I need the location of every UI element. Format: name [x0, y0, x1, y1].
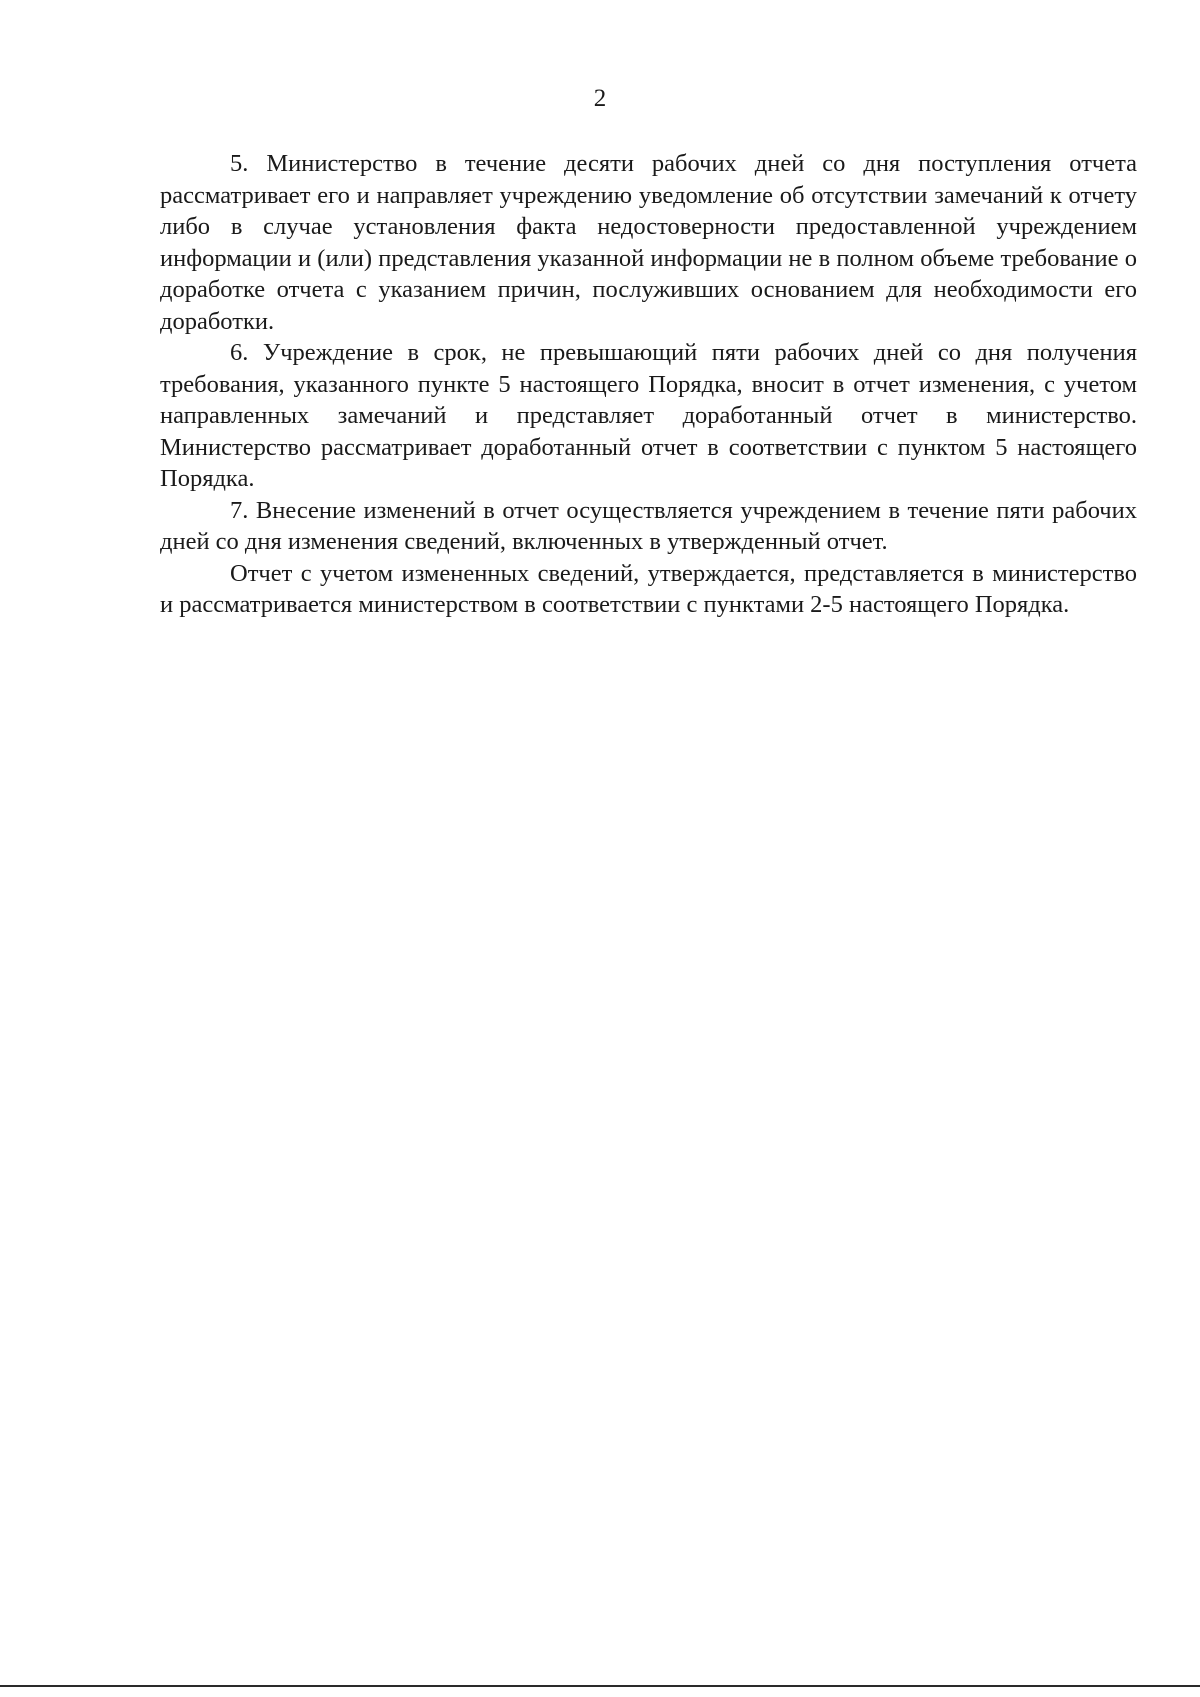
page-number: 2	[593, 85, 607, 112]
paragraph-closing: Отчет с учетом измененных сведений, утверждается, представляется в министерство и рассматривается министерством в соответствии с пунктами 2-5 настоящего Порядка.	[160, 559, 1137, 618]
bottom-border-line	[0, 1685, 1200, 1687]
document-body	[160, 148, 1137, 621]
paragraph-item-5: 5. Министерство в течение десяти рабочих дней со дня поступления отчета рассматривает его и направляет учреждению уведомление об отсутствии замечаний к отчету либо в случае установления факта недостоверности предоставленной учреждением информации и (или) представления указанной информации не в полном объеме требование о доработке отчета с указанием причин, послуживших основанием для необходимости его доработки.	[160, 150, 1137, 335]
paragraph-item-7: 7. Внесение изменений в отчет осуществляется учреждением в течение пяти рабочих дней со дня изменения сведений, включенных в утвержденный отчет.	[160, 496, 1137, 555]
paragraph-item-6: 6. Учреждение в срок, не превышающий пяти рабочих дней со дня получения требования, указанного пункте 5 настоящего Порядка, вносит в отчет изменения, с учетом направленных замечаний и представляет доработанный отчет в министерство. Министерство рассматривает доработанный отчет в соответствии с пунктом 5 настоящего Порядка.	[160, 339, 1137, 492]
